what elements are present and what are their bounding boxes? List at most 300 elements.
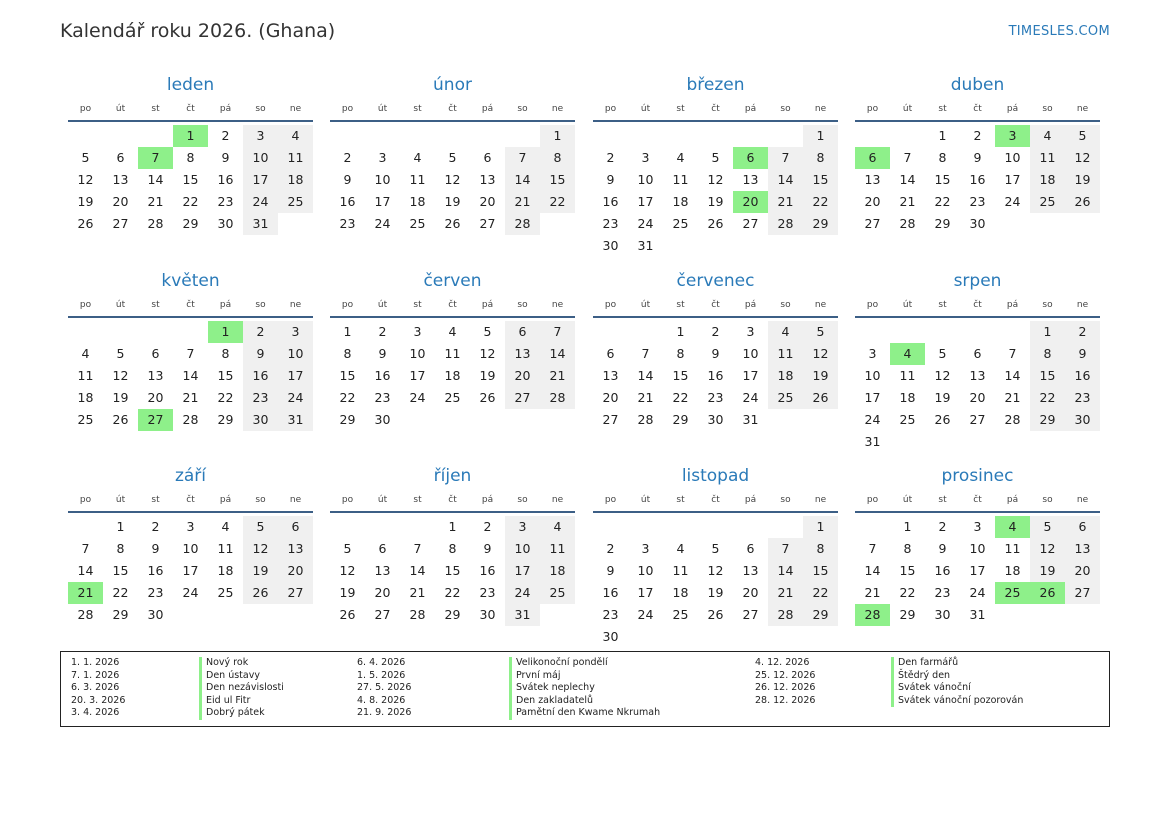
day-cell: 17 <box>505 560 540 582</box>
weekday-header <box>330 489 575 513</box>
weekday-header <box>855 98 1100 122</box>
day-cell: 29 <box>339 412 356 427</box>
day-cell: 5 <box>711 541 720 556</box>
day-cell: 10 <box>243 147 278 169</box>
day-cell: 1 <box>938 128 947 143</box>
day-cell: 19 <box>707 585 724 600</box>
weekday-label: st <box>151 104 160 114</box>
day-cell: 14 <box>864 563 881 578</box>
legend-holiday-name: Svátek vánoční <box>891 682 1023 695</box>
day-cell: 16 <box>707 368 724 383</box>
day-cell: 7 <box>641 346 650 361</box>
empty-cell <box>400 516 435 538</box>
weekday-label: so <box>1042 104 1053 114</box>
day-cell: 3 <box>973 519 982 534</box>
holiday-day-cell: 6 <box>733 147 768 169</box>
day-cell: 9 <box>221 150 230 165</box>
weekday-label: pá <box>744 300 757 310</box>
empty-cell <box>400 125 435 147</box>
day-cell: 12 <box>707 172 724 187</box>
weekday-label: ne <box>289 495 302 505</box>
weekday-label: st <box>938 104 947 114</box>
day-cell: 9 <box>1065 343 1100 365</box>
weekday-label: út <box>115 495 126 505</box>
day-cell: 30 <box>969 216 986 231</box>
day-cell: 18 <box>409 194 426 209</box>
day-cell: 22 <box>444 585 461 600</box>
day-cell: 3 <box>278 321 313 343</box>
day-cell: 27 <box>374 607 391 622</box>
day-cell: 8 <box>448 541 457 556</box>
day-cell: 28 <box>899 216 916 231</box>
weekday-label: st <box>676 104 685 114</box>
day-cell: 24 <box>409 390 426 405</box>
weekday-label: čt <box>448 104 457 114</box>
day-cell: 28 <box>637 412 654 427</box>
weekday-label: čt <box>186 104 195 114</box>
weekday-label: út <box>115 300 126 310</box>
month-name: březen <box>686 75 745 95</box>
day-cell: 28 <box>505 213 540 235</box>
day-cell: 20 <box>1065 560 1100 582</box>
day-cell: 23 <box>934 585 951 600</box>
day-cell: 3 <box>186 519 195 534</box>
month-4 <box>855 74 1100 235</box>
day-cell: 17 <box>182 563 199 578</box>
weekday-label: čt <box>973 104 982 114</box>
weekday-label: út <box>902 104 913 114</box>
month-6 <box>330 270 575 431</box>
day-cell: 24 <box>637 216 654 231</box>
day-cell: 15 <box>1030 365 1065 387</box>
day-cell: 6 <box>1065 516 1100 538</box>
day-cell: 13 <box>112 172 129 187</box>
day-cell: 11 <box>409 172 426 187</box>
weekday-label: út <box>377 300 388 310</box>
weekday-label: čt <box>186 300 195 310</box>
day-cell: 20 <box>505 365 540 387</box>
day-cell: 10 <box>278 343 313 365</box>
day-cell: 19 <box>243 560 278 582</box>
legend-names <box>199 657 284 720</box>
day-cell: 22 <box>672 390 689 405</box>
day-cell: 1 <box>676 324 685 339</box>
day-cell: 23 <box>374 390 391 405</box>
day-cell: 2 <box>606 150 615 165</box>
empty-cell <box>593 516 628 538</box>
weekday-label: ne <box>551 300 564 310</box>
day-cell: 15 <box>444 563 461 578</box>
holiday-day-cell: 25 <box>995 582 1030 604</box>
day-cell: 10 <box>505 538 540 560</box>
weekday-label: pá <box>481 104 494 114</box>
day-cell: 13 <box>479 172 496 187</box>
day-cell: 2 <box>151 519 160 534</box>
weekday-header <box>593 98 838 122</box>
legend-holiday-name: Den farmářů <box>891 657 1023 670</box>
day-cell: 18 <box>672 585 689 600</box>
month-10 <box>330 465 575 626</box>
day-cell: 21 <box>1004 390 1021 405</box>
holiday-legend <box>60 651 1110 727</box>
weekday-label: ne <box>814 495 827 505</box>
day-cell: 16 <box>934 563 951 578</box>
day-cell: 15 <box>217 368 234 383</box>
day-cell: 16 <box>602 585 619 600</box>
holiday-day-cell: 4 <box>995 516 1030 538</box>
day-cell: 31 <box>969 607 986 622</box>
day-cell: 29 <box>112 607 129 622</box>
day-cell: 3 <box>243 125 278 147</box>
day-cell: 20 <box>742 585 759 600</box>
day-cell: 12 <box>1030 538 1065 560</box>
day-cell: 14 <box>182 368 199 383</box>
day-cell: 14 <box>505 169 540 191</box>
month-name: duben <box>950 75 1005 95</box>
day-cell: 17 <box>637 194 654 209</box>
day-cell: 24 <box>278 387 313 409</box>
weekday-label: pá <box>1006 104 1019 114</box>
day-cell: 31 <box>243 213 278 235</box>
day-cell: 9 <box>938 541 947 556</box>
day-cell: 25 <box>409 216 426 231</box>
day-cell: 5 <box>243 516 278 538</box>
day-cell: 10 <box>1004 150 1021 165</box>
weekday-label: po <box>79 104 92 114</box>
day-cell: 5 <box>81 150 90 165</box>
day-cell: 26 <box>934 412 951 427</box>
day-cell: 30 <box>243 409 278 431</box>
day-cell: 28 <box>147 216 164 231</box>
day-cell: 12 <box>444 172 461 187</box>
weekday-header <box>593 294 838 318</box>
day-cell: 27 <box>1065 582 1100 604</box>
day-cell: 31 <box>278 409 313 431</box>
day-cell: 23 <box>479 585 496 600</box>
day-cell: 6 <box>483 150 492 165</box>
day-cell: 29 <box>803 213 838 235</box>
day-grid <box>593 125 838 257</box>
day-cell: 26 <box>243 582 278 604</box>
weekday-label: so <box>780 104 791 114</box>
weekday-label: po <box>341 300 354 310</box>
day-cell: 13 <box>147 368 164 383</box>
weekday-label: st <box>151 300 160 310</box>
day-cell: 5 <box>448 150 457 165</box>
weekday-label: st <box>676 495 685 505</box>
weekday-label: po <box>341 104 354 114</box>
empty-cell <box>103 125 138 147</box>
empty-cell <box>365 125 400 147</box>
weekday-header <box>68 489 313 513</box>
day-cell: 24 <box>243 191 278 213</box>
empty-cell <box>698 125 733 147</box>
day-cell: 1 <box>1030 321 1065 343</box>
day-cell: 12 <box>479 346 496 361</box>
holiday-day-cell: 27 <box>138 409 173 431</box>
day-cell: 9 <box>343 172 352 187</box>
day-cell: 17 <box>278 365 313 387</box>
weekday-label: čt <box>448 300 457 310</box>
empty-cell <box>470 125 505 147</box>
weekday-label: pá <box>219 300 232 310</box>
day-cell: 3 <box>868 346 877 361</box>
day-cell: 3 <box>413 324 422 339</box>
day-cell: 2 <box>483 519 492 534</box>
day-cell: 8 <box>221 346 230 361</box>
day-cell: 23 <box>707 390 724 405</box>
day-cell: 23 <box>602 607 619 622</box>
day-cell: 19 <box>339 585 356 600</box>
holiday-day-cell: 26 <box>1030 582 1065 604</box>
legend-holiday-name: Den zakladatelů <box>509 695 660 708</box>
day-cell: 27 <box>969 412 986 427</box>
day-cell: 14 <box>1004 368 1021 383</box>
day-cell: 16 <box>374 368 391 383</box>
weekday-label: ne <box>814 300 827 310</box>
empty-cell <box>925 321 960 343</box>
empty-cell <box>68 125 103 147</box>
day-cell: 14 <box>147 172 164 187</box>
day-cell: 30 <box>707 412 724 427</box>
legend-holiday-name: Svátek vánoční pozorován <box>891 695 1023 708</box>
legend-holiday-name: Velikonoční pondělí <box>509 657 660 670</box>
day-cell: 9 <box>606 172 615 187</box>
day-cell: 15 <box>899 563 916 578</box>
day-cell: 25 <box>540 582 575 604</box>
day-grid <box>330 516 575 626</box>
legend-holiday-name: Den nezávislosti <box>199 682 284 695</box>
day-cell: 13 <box>505 343 540 365</box>
day-cell: 18 <box>768 365 803 387</box>
day-cell: 9 <box>711 346 720 361</box>
day-cell: 10 <box>742 346 759 361</box>
weekday-header <box>330 294 575 318</box>
weekday-label: út <box>640 300 651 310</box>
weekday-label: čt <box>186 495 195 505</box>
legend-holiday-name: Den ústavy <box>199 670 284 683</box>
day-cell: 20 <box>479 194 496 209</box>
day-cell: 14 <box>768 560 803 582</box>
weekday-label: út <box>377 104 388 114</box>
day-cell: 21 <box>768 191 803 213</box>
day-grid <box>330 125 575 235</box>
day-cell: 13 <box>278 538 313 560</box>
day-cell: 18 <box>899 390 916 405</box>
empty-cell <box>628 125 663 147</box>
day-cell: 23 <box>339 216 356 231</box>
holiday-day-cell: 1 <box>208 321 243 343</box>
day-cell: 15 <box>672 368 689 383</box>
month-name: červen <box>423 271 482 291</box>
day-cell: 27 <box>602 412 619 427</box>
day-cell: 11 <box>278 147 313 169</box>
day-cell: 29 <box>803 604 838 626</box>
day-cell: 15 <box>182 172 199 187</box>
empty-cell <box>890 321 925 343</box>
day-cell: 22 <box>217 390 234 405</box>
day-cell: 8 <box>343 346 352 361</box>
day-cell: 7 <box>1008 346 1017 361</box>
empty-cell <box>855 321 890 343</box>
day-cell: 11 <box>217 541 234 556</box>
day-cell: 8 <box>903 541 912 556</box>
month-name: červenec <box>676 271 755 291</box>
day-cell: 23 <box>217 194 234 209</box>
weekday-header <box>68 98 313 122</box>
month-name: listopad <box>681 466 750 486</box>
month-3 <box>593 74 838 257</box>
month-name: únor <box>433 75 472 95</box>
day-cell: 16 <box>339 194 356 209</box>
day-cell: 11 <box>672 563 689 578</box>
day-cell: 30 <box>479 607 496 622</box>
weekday-label: so <box>1042 300 1053 310</box>
day-cell: 23 <box>969 194 986 209</box>
day-cell: 26 <box>77 216 94 231</box>
day-cell: 16 <box>147 563 164 578</box>
day-cell: 10 <box>637 172 654 187</box>
weekday-label: pá <box>1006 495 1019 505</box>
weekday-header <box>593 489 838 513</box>
day-cell: 7 <box>768 147 803 169</box>
month-12 <box>855 465 1100 626</box>
day-cell: 7 <box>768 538 803 560</box>
empty-cell <box>138 125 173 147</box>
day-cell: 29 <box>899 607 916 622</box>
weekday-header <box>855 489 1100 513</box>
empty-cell <box>103 321 138 343</box>
day-cell: 27 <box>742 607 759 622</box>
day-grid <box>68 516 313 626</box>
day-cell: 2 <box>343 150 352 165</box>
day-cell: 19 <box>934 390 951 405</box>
day-cell: 30 <box>1065 409 1100 431</box>
legend-date: 1. 5. 2026 <box>357 669 406 681</box>
legend-date: 27. 5. 2026 <box>357 682 412 694</box>
empty-cell <box>995 321 1030 343</box>
day-cell: 25 <box>77 412 94 427</box>
month-name: říjen <box>433 466 472 486</box>
day-cell: 6 <box>378 541 387 556</box>
day-cell: 30 <box>602 629 619 644</box>
day-cell: 21 <box>409 585 426 600</box>
weekday-label: so <box>255 104 266 114</box>
empty-cell <box>68 516 103 538</box>
weekday-label: so <box>255 300 266 310</box>
day-cell: 23 <box>602 216 619 231</box>
day-cell: 20 <box>112 194 129 209</box>
day-cell: 19 <box>77 194 94 209</box>
day-cell: 4 <box>81 346 90 361</box>
day-cell: 11 <box>768 343 803 365</box>
month-2 <box>330 74 575 235</box>
day-cell: 15 <box>112 563 129 578</box>
day-cell: 5 <box>483 324 492 339</box>
day-cell: 17 <box>1004 172 1021 187</box>
weekday-label: so <box>1042 495 1053 505</box>
day-cell: 30 <box>934 607 951 622</box>
month-name: prosinec <box>941 466 1014 486</box>
day-cell: 21 <box>899 194 916 209</box>
day-cell: 25 <box>217 585 234 600</box>
weekday-label: pá <box>481 495 494 505</box>
month-name: leden <box>166 75 215 95</box>
day-cell: 24 <box>742 390 759 405</box>
weekday-label: út <box>902 300 913 310</box>
day-cell: 1 <box>803 125 838 147</box>
day-cell: 12 <box>112 368 129 383</box>
day-cell: 19 <box>1065 169 1100 191</box>
day-grid <box>593 321 838 431</box>
day-cell: 22 <box>934 194 951 209</box>
day-cell: 9 <box>483 541 492 556</box>
legend-date: 3. 4. 2026 <box>71 707 120 719</box>
weekday-label: ne <box>551 495 564 505</box>
weekday-label: so <box>780 300 791 310</box>
day-cell: 20 <box>374 585 391 600</box>
legend-holiday-name: Svátek neplechy <box>509 682 660 695</box>
day-cell: 12 <box>1065 147 1100 169</box>
day-cell: 24 <box>969 585 986 600</box>
day-cell: 26 <box>339 607 356 622</box>
weekday-label: st <box>413 495 422 505</box>
day-grid <box>68 321 313 431</box>
day-cell: 30 <box>217 216 234 231</box>
empty-cell <box>138 321 173 343</box>
day-cell: 17 <box>742 368 759 383</box>
day-cell: 29 <box>444 607 461 622</box>
legend-holiday-name: Nový rok <box>199 657 284 670</box>
day-cell: 5 <box>803 321 838 343</box>
site-link[interactable]: TIMESLES.COM <box>1008 24 1110 39</box>
day-cell: 4 <box>676 150 685 165</box>
day-cell: 27 <box>864 216 881 231</box>
day-cell: 18 <box>77 390 94 405</box>
day-cell: 1 <box>448 519 457 534</box>
day-cell: 2 <box>938 519 947 534</box>
day-cell: 25 <box>768 387 803 409</box>
day-cell: 26 <box>444 216 461 231</box>
day-cell: 28 <box>77 607 94 622</box>
holiday-day-cell: 3 <box>995 125 1030 147</box>
legend-holiday-name: Pamětní den Kwame Nkrumah <box>509 707 660 720</box>
day-cell: 27 <box>742 216 759 231</box>
day-cell: 4 <box>448 324 457 339</box>
day-cell: 6 <box>973 346 982 361</box>
holiday-day-cell: 28 <box>855 604 890 626</box>
legend-names <box>891 657 1023 707</box>
weekday-label: pá <box>1006 300 1019 310</box>
day-cell: 13 <box>969 368 986 383</box>
day-cell: 16 <box>243 365 278 387</box>
legend-holiday-name: Dobrý pátek <box>199 707 284 720</box>
day-cell: 2 <box>711 324 720 339</box>
day-cell: 29 <box>217 412 234 427</box>
month-5 <box>68 270 313 431</box>
day-cell: 21 <box>637 390 654 405</box>
holiday-day-cell: 4 <box>890 343 925 365</box>
empty-cell <box>435 125 470 147</box>
month-11 <box>593 465 838 648</box>
weekday-label: čt <box>711 495 720 505</box>
day-cell: 4 <box>413 150 422 165</box>
day-cell: 27 <box>278 582 313 604</box>
day-cell: 15 <box>540 169 575 191</box>
day-cell: 19 <box>444 194 461 209</box>
day-cell: 22 <box>803 582 838 604</box>
legend-date: 21. 9. 2026 <box>357 707 412 719</box>
